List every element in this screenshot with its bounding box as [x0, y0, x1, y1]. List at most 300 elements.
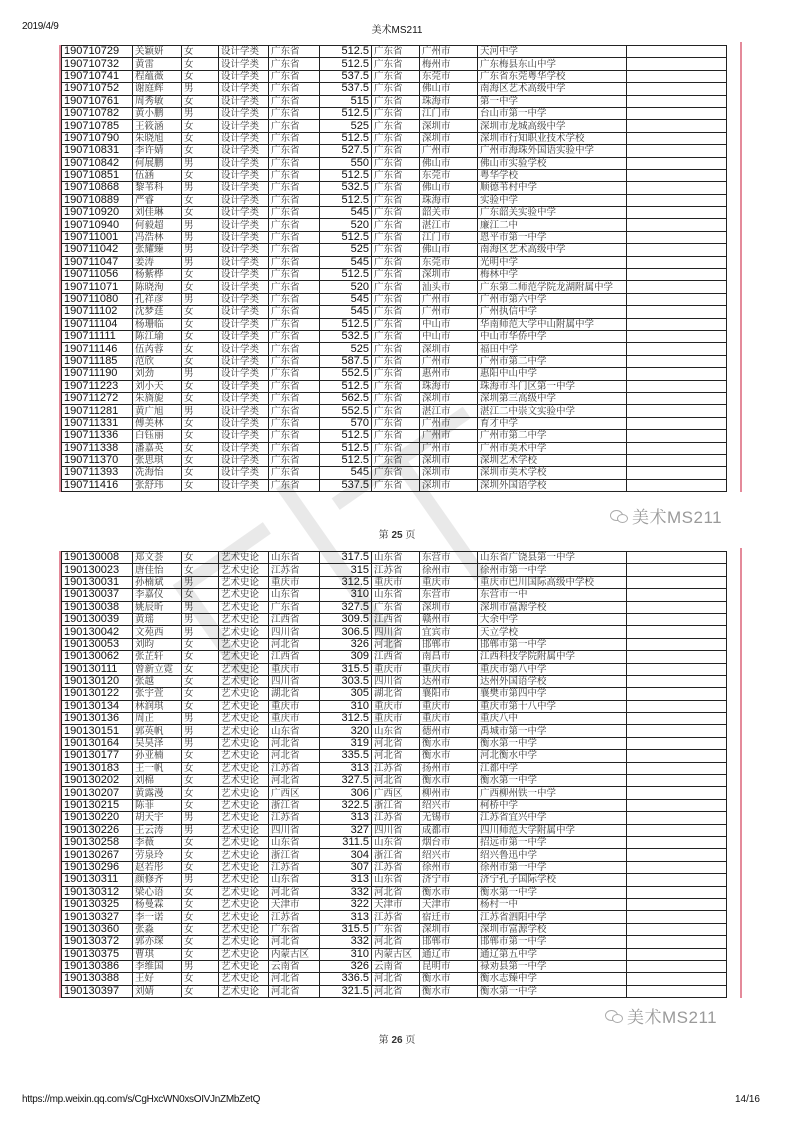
- exam-id-cell: 190130120: [62, 675, 133, 687]
- gender-cell: 女: [182, 380, 219, 392]
- major-cell: 设计学类: [219, 244, 269, 256]
- origin-province-cell: 广东省: [372, 467, 420, 479]
- school-cell: 广东第二师范学院龙湖附属中学: [478, 281, 627, 293]
- origin-province-cell: 广东省: [372, 132, 420, 144]
- major-cell: 艺术史论: [219, 663, 269, 675]
- exam-id-cell: 190711338: [62, 442, 133, 454]
- score-cell: 545: [320, 306, 372, 318]
- table-page-25: [61, 45, 738, 492]
- exam-id-cell: 190130388: [62, 973, 133, 985]
- city-cell: 重庆市: [420, 700, 478, 712]
- major-cell: 设计学类: [219, 479, 269, 491]
- exam-province-cell: 广东省: [269, 231, 320, 243]
- school-cell: 珠海市斗门区第一中学: [478, 380, 627, 392]
- origin-province-cell: 广东省: [372, 269, 420, 281]
- origin-province-cell: 广东省: [372, 256, 420, 268]
- exam-id-cell: 190130325: [62, 898, 133, 910]
- score-cell: 304: [320, 849, 372, 861]
- school-cell: 济宁孔子国际学校: [478, 874, 627, 886]
- city-cell: 广州市: [420, 293, 478, 305]
- table-row: [62, 663, 727, 675]
- empty-cell: [627, 194, 727, 206]
- exam-id-cell: 190130053: [62, 638, 133, 650]
- major-cell: 设计学类: [219, 269, 269, 281]
- school-cell: 光明中学: [478, 256, 627, 268]
- gender-cell: 女: [182, 194, 219, 206]
- empty-cell: [627, 169, 727, 181]
- score-cell: 320: [320, 725, 372, 737]
- exam-province-cell: 广东省: [269, 207, 320, 219]
- major-cell: 设计学类: [219, 132, 269, 144]
- empty-cell: [627, 58, 727, 70]
- origin-province-cell: 江苏省: [372, 812, 420, 824]
- exam-id-cell: 190710842: [62, 157, 133, 169]
- origin-province-cell: 广东省: [372, 83, 420, 95]
- major-cell: 艺术史论: [219, 874, 269, 886]
- empty-cell: [627, 589, 727, 601]
- empty-cell: [627, 269, 727, 281]
- gender-cell: 男: [182, 960, 219, 972]
- origin-province-cell: 江西省: [372, 613, 420, 625]
- origin-province-cell: 广东省: [372, 46, 420, 58]
- school-cell: 襄樊市第四中学: [478, 688, 627, 700]
- school-cell: 深圳市美术学校: [478, 467, 627, 479]
- exam-id-cell: 190130220: [62, 812, 133, 824]
- major-cell: 艺术史论: [219, 812, 269, 824]
- score-cell: 335.5: [320, 750, 372, 762]
- gender-cell: 男: [182, 231, 219, 243]
- city-cell: 珠海市: [420, 95, 478, 107]
- major-cell: 艺术史论: [219, 601, 269, 613]
- exam-id-cell: 190711056: [62, 269, 133, 281]
- table-row: [62, 985, 727, 997]
- city-cell: 深圳市: [420, 454, 478, 466]
- table-row: [62, 762, 727, 774]
- student-name-cell: 周正: [133, 713, 182, 725]
- score-cell: 525: [320, 120, 372, 132]
- major-cell: 设计学类: [219, 157, 269, 169]
- student-name-cell: 胡天宇: [133, 812, 182, 824]
- table-row: [62, 713, 727, 725]
- exam-province-cell: 云南省: [269, 960, 320, 972]
- city-cell: 珠海市: [420, 194, 478, 206]
- exam-id-cell: 190710889: [62, 194, 133, 206]
- gender-cell: 女: [182, 589, 219, 601]
- exam-province-cell: 广东省: [269, 107, 320, 119]
- school-cell: 粤华学校: [478, 169, 627, 181]
- exam-province-cell: 山东省: [269, 552, 320, 564]
- gender-cell: 男: [182, 626, 219, 638]
- origin-province-cell: 广东省: [372, 145, 420, 157]
- table-row: [62, 269, 727, 281]
- score-cell: 512.5: [320, 107, 372, 119]
- student-name-cell: 孙楠斌: [133, 576, 182, 588]
- major-cell: 艺术史论: [219, 973, 269, 985]
- gender-cell: 男: [182, 83, 219, 95]
- exam-province-cell: 广东省: [269, 417, 320, 429]
- score-cell: 512.5: [320, 318, 372, 330]
- student-name-cell: 傅美林: [133, 417, 182, 429]
- score-cell: 332: [320, 936, 372, 948]
- student-name-cell: 陈江瑜: [133, 330, 182, 342]
- major-cell: 艺术史论: [219, 737, 269, 749]
- gender-cell: 女: [182, 318, 219, 330]
- exam-id-cell: 190130267: [62, 849, 133, 861]
- gender-cell: 女: [182, 330, 219, 342]
- table-row: [62, 368, 727, 380]
- gender-cell: 女: [182, 442, 219, 454]
- empty-cell: [627, 750, 727, 762]
- score-cell: 552.5: [320, 405, 372, 417]
- school-cell: 衡水第一中学: [478, 985, 627, 997]
- origin-province-cell: 广东省: [372, 430, 420, 442]
- city-cell: 深圳市: [420, 269, 478, 281]
- origin-province-cell: 河北省: [372, 936, 420, 948]
- major-cell: 设计学类: [219, 368, 269, 380]
- table-row: [62, 442, 727, 454]
- school-cell: 佛山市实验学校: [478, 157, 627, 169]
- origin-province-cell: 重庆市: [372, 576, 420, 588]
- exam-id-cell: 190130134: [62, 700, 133, 712]
- empty-cell: [627, 936, 727, 948]
- empty-cell: [627, 898, 727, 910]
- gender-cell: 女: [182, 343, 219, 355]
- student-name-cell: 王筱涵: [133, 120, 182, 132]
- exam-province-cell: 广东省: [269, 157, 320, 169]
- gender-cell: 女: [182, 169, 219, 181]
- student-name-cell: 梁心语: [133, 886, 182, 898]
- origin-province-cell: 山东省: [372, 874, 420, 886]
- school-cell: 招远市第一中学: [478, 836, 627, 848]
- origin-province-cell: 浙江省: [372, 799, 420, 811]
- city-cell: 深圳市: [420, 120, 478, 132]
- school-cell: 广州市第二中学: [478, 430, 627, 442]
- city-cell: 天津市: [420, 898, 478, 910]
- major-cell: 设计学类: [219, 169, 269, 181]
- score-cell: 317.5: [320, 552, 372, 564]
- score-cell: 306.5: [320, 626, 372, 638]
- exam-province-cell: 河北省: [269, 750, 320, 762]
- gender-cell: 女: [182, 688, 219, 700]
- student-name-cell: 孙亚楠: [133, 750, 182, 762]
- student-name-cell: 陈菲: [133, 799, 182, 811]
- origin-province-cell: 广东省: [372, 207, 420, 219]
- student-name-cell: 刘佳琳: [133, 207, 182, 219]
- table-row: [62, 169, 727, 181]
- table-row: [62, 564, 727, 576]
- origin-province-cell: 江西省: [372, 651, 420, 663]
- origin-province-cell: 重庆市: [372, 713, 420, 725]
- major-cell: 设计学类: [219, 454, 269, 466]
- student-name-cell: 李许婧: [133, 145, 182, 157]
- empty-cell: [627, 70, 727, 82]
- table-row: [62, 651, 727, 663]
- major-cell: 设计学类: [219, 281, 269, 293]
- student-name-cell: 王好: [133, 973, 182, 985]
- score-cell: 545: [320, 467, 372, 479]
- table-row: [62, 886, 727, 898]
- major-cell: 艺术史论: [219, 564, 269, 576]
- score-cell: 587.5: [320, 355, 372, 367]
- gender-cell: 女: [182, 392, 219, 404]
- empty-cell: [627, 849, 727, 861]
- origin-province-cell: 广东省: [372, 281, 420, 293]
- exam-province-cell: 广东省: [269, 83, 320, 95]
- exam-province-cell: 浙江省: [269, 799, 320, 811]
- results-table: [61, 551, 727, 998]
- exam-province-cell: 广东省: [269, 46, 320, 58]
- origin-province-cell: 四川省: [372, 675, 420, 687]
- score-cell: 307: [320, 861, 372, 873]
- exam-province-cell: 广东省: [269, 293, 320, 305]
- origin-province-cell: 山东省: [372, 552, 420, 564]
- score-cell: 315.5: [320, 663, 372, 675]
- origin-province-cell: 广东省: [372, 306, 420, 318]
- major-cell: 艺术史论: [219, 886, 269, 898]
- gender-cell: 女: [182, 861, 219, 873]
- student-name-cell: 颜修齐: [133, 874, 182, 886]
- table-row: [62, 626, 727, 638]
- origin-province-cell: 广东省: [372, 231, 420, 243]
- major-cell: 艺术史论: [219, 626, 269, 638]
- student-name-cell: 冯浩林: [133, 231, 182, 243]
- origin-province-cell: 广东省: [372, 368, 420, 380]
- score-cell: 310: [320, 948, 372, 960]
- school-cell: 深圳市行知职业技术学校: [478, 132, 627, 144]
- major-cell: 艺术史论: [219, 799, 269, 811]
- student-name-cell: 关颖妍: [133, 46, 182, 58]
- exam-province-cell: 四川省: [269, 626, 320, 638]
- empty-cell: [627, 824, 727, 836]
- city-cell: 深圳市: [420, 601, 478, 613]
- empty-cell: [627, 613, 727, 625]
- school-cell: 绍兴鲁迅中学: [478, 849, 627, 861]
- score-cell: 512.5: [320, 454, 372, 466]
- city-cell: 广州市: [420, 442, 478, 454]
- city-cell: 衡水市: [420, 886, 478, 898]
- major-cell: 艺术史论: [219, 861, 269, 873]
- city-cell: 佛山市: [420, 244, 478, 256]
- city-cell: 江门市: [420, 107, 478, 119]
- score-cell: 512.5: [320, 194, 372, 206]
- school-cell: 顺德苇村中学: [478, 182, 627, 194]
- gender-cell: 女: [182, 849, 219, 861]
- exam-province-cell: 广西区: [269, 787, 320, 799]
- origin-province-cell: 河北省: [372, 886, 420, 898]
- exam-id-cell: 190710732: [62, 58, 133, 70]
- city-cell: 广州市: [420, 145, 478, 157]
- school-cell: 深圳第三高级中学: [478, 392, 627, 404]
- brand-watermark: [605, 1003, 717, 1028]
- score-cell: 512.5: [320, 380, 372, 392]
- table-row: [62, 467, 727, 479]
- major-cell: 设计学类: [219, 83, 269, 95]
- origin-province-cell: 河北省: [372, 775, 420, 787]
- exam-id-cell: 190711190: [62, 368, 133, 380]
- origin-province-cell: 广东省: [372, 417, 420, 429]
- score-cell: 326: [320, 960, 372, 972]
- brand-label: 美术MS211: [632, 508, 723, 527]
- school-cell: 杨村一中: [478, 898, 627, 910]
- empty-cell: [627, 601, 727, 613]
- gender-cell: 女: [182, 750, 219, 762]
- student-name-cell: 杨紫桦: [133, 269, 182, 281]
- gender-cell: 男: [182, 737, 219, 749]
- major-cell: 设计学类: [219, 306, 269, 318]
- empty-cell: [627, 355, 727, 367]
- empty-cell: [627, 923, 727, 935]
- table-row: [62, 638, 727, 650]
- student-name-cell: 曹琪: [133, 948, 182, 960]
- exam-province-cell: 广东省: [269, 479, 320, 491]
- exam-province-cell: 江苏省: [269, 861, 320, 873]
- table-row: [62, 380, 727, 392]
- score-cell: 520: [320, 281, 372, 293]
- student-name-cell: 张芷轩: [133, 651, 182, 663]
- empty-cell: [627, 626, 727, 638]
- major-cell: 设计学类: [219, 343, 269, 355]
- empty-cell: [627, 700, 727, 712]
- major-cell: 艺术史论: [219, 849, 269, 861]
- exam-province-cell: 广东省: [269, 281, 320, 293]
- empty-cell: [627, 675, 727, 687]
- school-cell: 达州外国语学校: [478, 675, 627, 687]
- gender-cell: 女: [182, 898, 219, 910]
- city-cell: 深圳市: [420, 467, 478, 479]
- student-name-cell: 曾新立霓: [133, 663, 182, 675]
- gender-cell: 女: [182, 306, 219, 318]
- gender-cell: 男: [182, 256, 219, 268]
- city-cell: 中山市: [420, 318, 478, 330]
- school-cell: 重庆八中: [478, 713, 627, 725]
- table-row: [62, 392, 727, 404]
- table-row: [62, 737, 727, 749]
- city-cell: 中山市: [420, 330, 478, 342]
- exam-id-cell: 190710940: [62, 219, 133, 231]
- exam-id-cell: 190711272: [62, 392, 133, 404]
- table-row: [62, 430, 727, 442]
- origin-province-cell: 四川省: [372, 824, 420, 836]
- gender-cell: 女: [182, 700, 219, 712]
- major-cell: 艺术史论: [219, 775, 269, 787]
- empty-cell: [627, 775, 727, 787]
- student-name-cell: 朱晓旭: [133, 132, 182, 144]
- table-row: [62, 812, 727, 824]
- major-cell: 设计学类: [219, 219, 269, 231]
- student-name-cell: 张耀臻: [133, 244, 182, 256]
- exam-id-cell: 190710729: [62, 46, 133, 58]
- empty-cell: [627, 343, 727, 355]
- school-cell: 广西柳州铁一中学: [478, 787, 627, 799]
- exam-province-cell: 重庆市: [269, 576, 320, 588]
- city-cell: 深圳市: [420, 343, 478, 355]
- brand-label: 美术MS211: [627, 1008, 718, 1027]
- school-cell: 山东省广饶县第一中学: [478, 552, 627, 564]
- gender-cell: 男: [182, 725, 219, 737]
- student-name-cell: 陈晓洵: [133, 281, 182, 293]
- empty-cell: [627, 874, 727, 886]
- table-row: [62, 107, 727, 119]
- exam-id-cell: 190711185: [62, 355, 133, 367]
- empty-cell: [627, 454, 727, 466]
- score-cell: 309.5: [320, 613, 372, 625]
- exam-province-cell: 江西省: [269, 651, 320, 663]
- student-name-cell: 劳泉玲: [133, 849, 182, 861]
- score-cell: 562.5: [320, 392, 372, 404]
- exam-id-cell: 190710920: [62, 207, 133, 219]
- gender-cell: 女: [182, 417, 219, 429]
- wechat-icon: [605, 1009, 623, 1023]
- score-cell: 545: [320, 256, 372, 268]
- score-cell: 552.5: [320, 368, 372, 380]
- exam-id-cell: 190130031: [62, 576, 133, 588]
- score-cell: 545: [320, 293, 372, 305]
- exam-id-cell: 190711393: [62, 467, 133, 479]
- table-row: [62, 293, 727, 305]
- school-cell: 恩平市第一中学: [478, 231, 627, 243]
- exam-province-cell: 广东省: [269, 145, 320, 157]
- gender-cell: 女: [182, 564, 219, 576]
- exam-id-cell: 190711331: [62, 417, 133, 429]
- student-name-cell: 郭亦琛: [133, 936, 182, 948]
- city-cell: 衡水市: [420, 737, 478, 749]
- student-name-cell: 白钰丽: [133, 430, 182, 442]
- major-cell: 艺术史论: [219, 936, 269, 948]
- origin-province-cell: 江苏省: [372, 911, 420, 923]
- exam-province-cell: 广东省: [269, 132, 320, 144]
- table-row: [62, 613, 727, 625]
- table-row: [62, 231, 727, 243]
- major-cell: 设计学类: [219, 46, 269, 58]
- gender-cell: 女: [182, 638, 219, 650]
- exam-id-cell: 190711001: [62, 231, 133, 243]
- student-name-cell: 张越: [133, 675, 182, 687]
- score-cell: 537.5: [320, 83, 372, 95]
- score-cell: 570: [320, 417, 372, 429]
- score-cell: 512.5: [320, 442, 372, 454]
- origin-province-cell: 湖北省: [372, 688, 420, 700]
- city-cell: 东莞市: [420, 70, 478, 82]
- student-name-cell: 沈梦莛: [133, 306, 182, 318]
- major-cell: 艺术史论: [219, 898, 269, 910]
- gender-cell: 女: [182, 799, 219, 811]
- origin-province-cell: 江苏省: [372, 762, 420, 774]
- score-cell: 327.5: [320, 775, 372, 787]
- gender-cell: 男: [182, 157, 219, 169]
- student-name-cell: 张舒玮: [133, 479, 182, 491]
- exam-province-cell: 河北省: [269, 775, 320, 787]
- gender-cell: 女: [182, 762, 219, 774]
- city-cell: 梅州市: [420, 58, 478, 70]
- major-cell: 设计学类: [219, 330, 269, 342]
- exam-province-cell: 广东省: [269, 244, 320, 256]
- exam-id-cell: 190711080: [62, 293, 133, 305]
- exam-id-cell: 190711416: [62, 479, 133, 491]
- empty-cell: [627, 430, 727, 442]
- major-cell: 艺术史论: [219, 824, 269, 836]
- school-cell: 廉江二中: [478, 219, 627, 231]
- city-cell: 东营市: [420, 552, 478, 564]
- city-cell: 韶关市: [420, 207, 478, 219]
- empty-cell: [627, 145, 727, 157]
- gender-cell: 女: [182, 132, 219, 144]
- city-cell: 济宁市: [420, 874, 478, 886]
- major-cell: 设计学类: [219, 417, 269, 429]
- gender-cell: 女: [182, 985, 219, 997]
- student-name-cell: 何展鹏: [133, 157, 182, 169]
- score-cell: 512.5: [320, 269, 372, 281]
- gender-cell: 女: [182, 651, 219, 663]
